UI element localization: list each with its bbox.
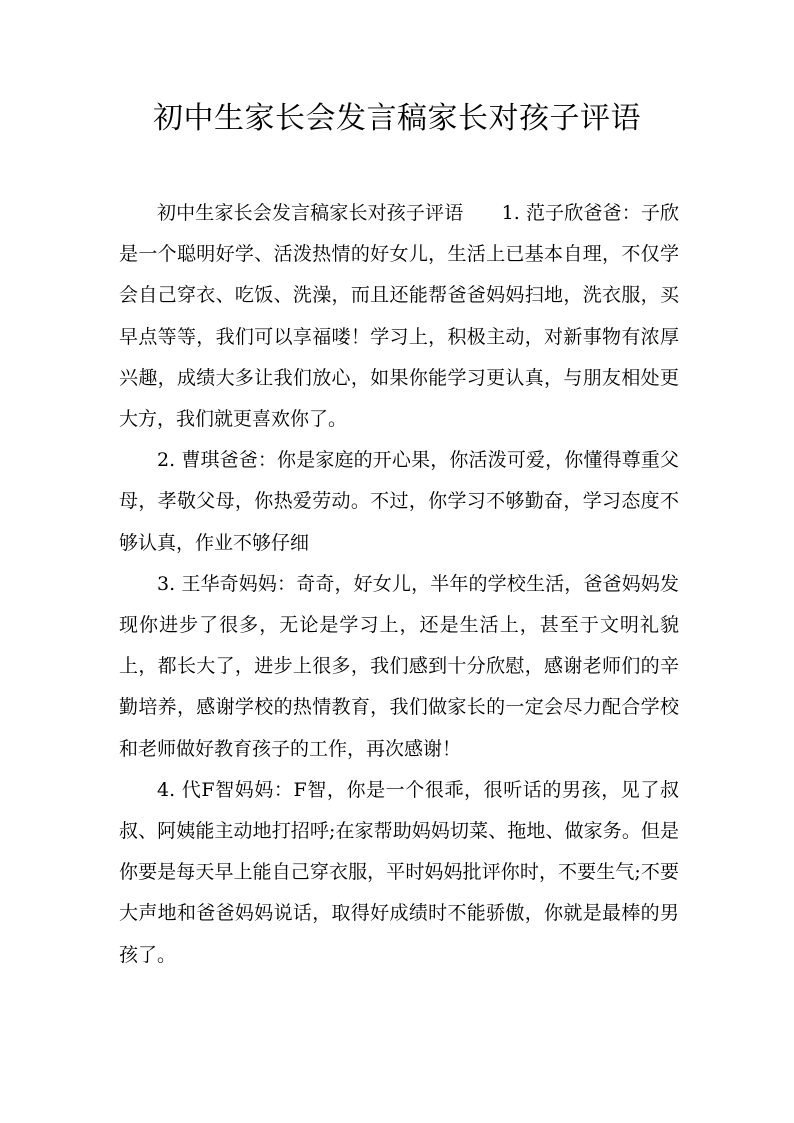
- document-body: [119, 193, 679, 976]
- paragraph-dai-fzhi: 4. 代F智妈妈：F智，你是一个很乖，很听话的男孩，见了叔叔、阿姨能主动地打招呼;在家帮助妈妈切菜、拖地、做家务。但是你要是每天早上能自己穿衣服，平时妈妈批评你时，不要生气;不要大声地和爸爸妈妈说话，取得好成绩时不能骄傲，你就是最棒的男孩了。: [119, 778, 679, 966]
- paragraph-intro-fan-zixin: 初中生家长会发言稿家长对孩子评语 1. 范子欣爸爸：子欣是一个聪明好学、活泼热情的好女儿，生活上已基本自理，不仅学会自己穿衣、吃饭、洗澡，而且还能帮爸爸妈妈扫地，洗衣服，买早点等等，我们可以享福喽！学习上，积极主动，对新事物有浓厚兴趣，成绩大多让我们放心，如果你能学习更认真，与朋友相处更大方，我们就更喜欢你了。: [119, 202, 679, 431]
- document-title: 初中生家长会发言稿家长对孩子评语: [153, 101, 641, 136]
- paragraph-wang-huaqi: 3. 王华奇妈妈：奇奇，好女儿，半年的学校生活，爸爸妈妈发现你进步了很多，无论是学习上，还是生活上，甚至于文明礼貌上，都长大了，进步上很多，我们感到十分欣慰，感谢老师们的辛勤培养，感谢学校的热情教育，我们做家长的一定会尽力配合学校和老师做好教育孩子的工作，再次感谢！: [119, 572, 679, 760]
- paragraph-cao-qi: 2. 曹琪爸爸：你是家庭的开心果，你活泼可爱，你懂得尊重父母，孝敬父母，你热爱劳动。不过，你学习不够勤奋，学习态度不够认真，作业不够仔细: [119, 449, 679, 554]
